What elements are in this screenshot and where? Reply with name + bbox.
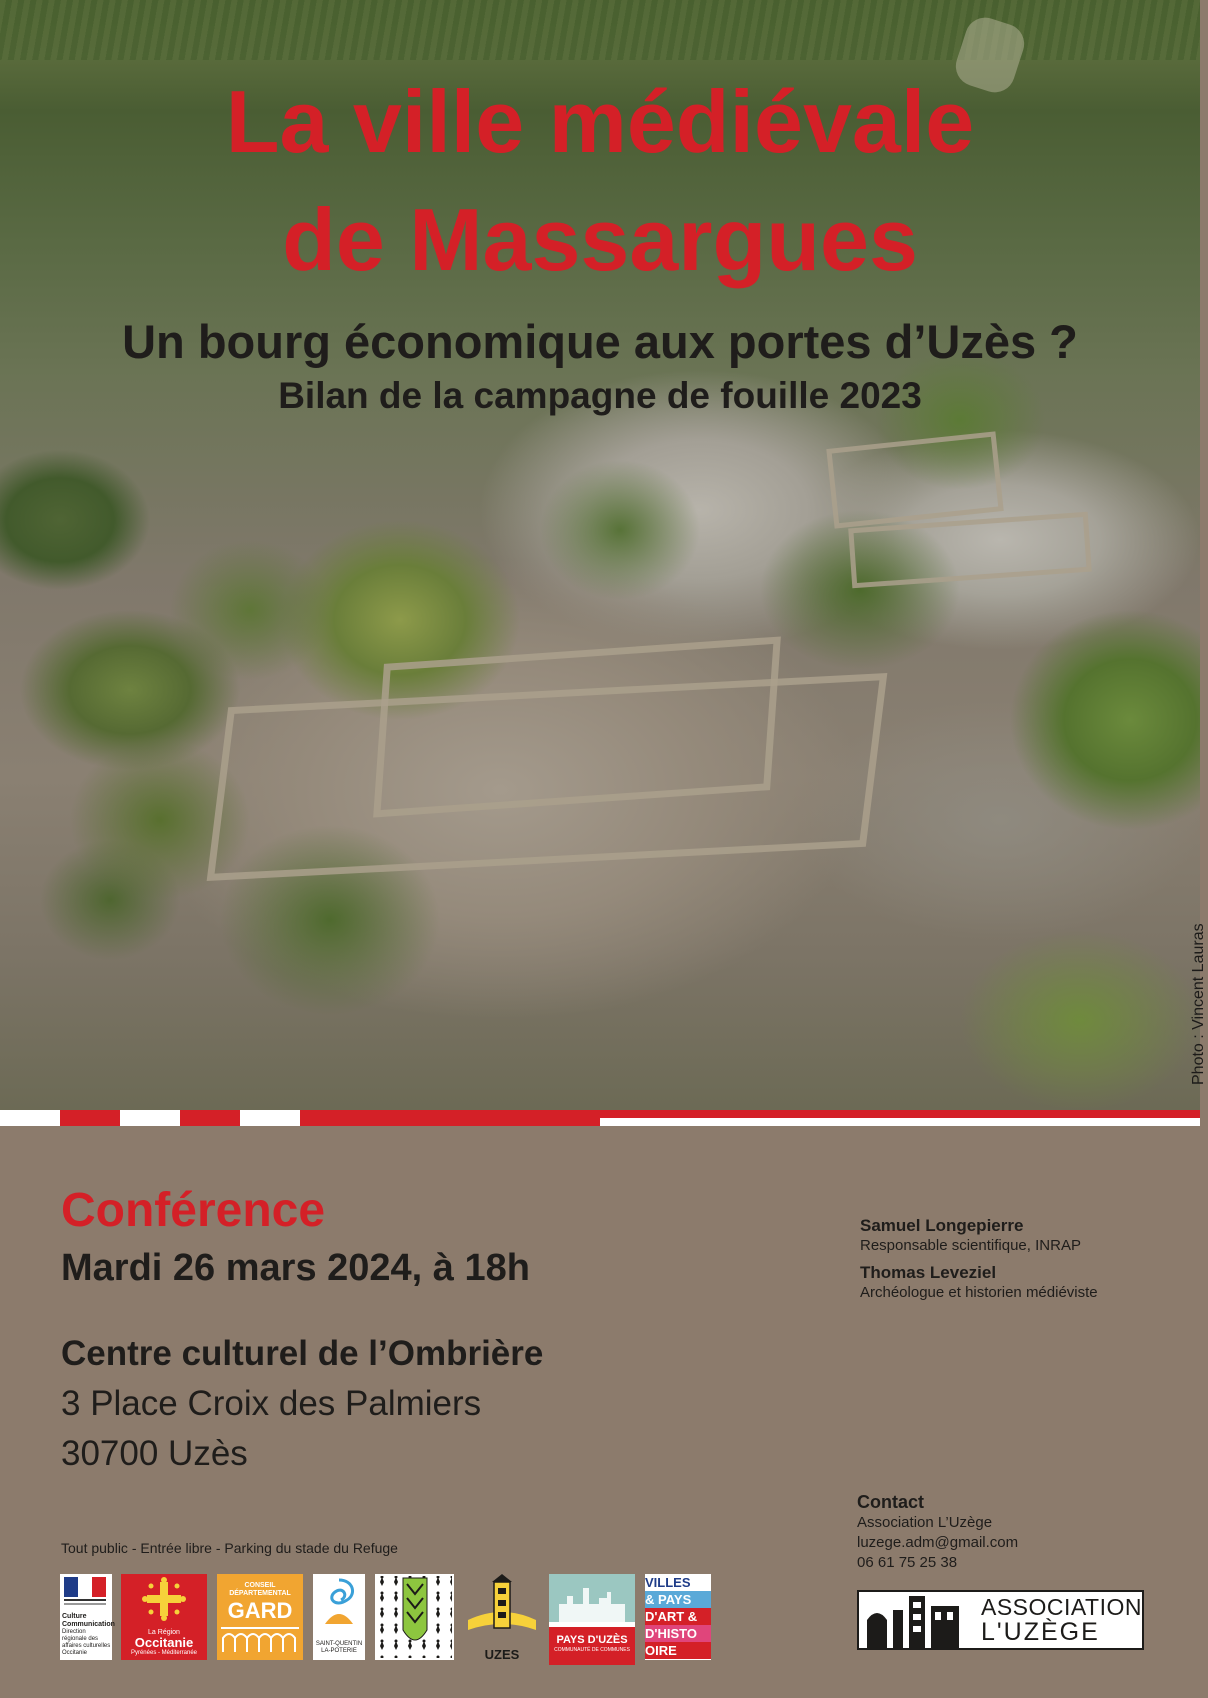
pays-uzes-logo <box>549 1574 635 1660</box>
association-uzege-logo <box>857 1590 1144 1650</box>
republique-francaise-logo <box>60 1574 115 1660</box>
occitanie-text: Occitanie <box>134 1635 194 1650</box>
villes-line: & PAYS <box>645 1591 711 1608</box>
ruin-wall <box>826 431 1003 528</box>
assoc-line-2: L'UZÈGE <box>981 1618 1100 1646</box>
uzes-logo <box>462 1574 542 1660</box>
gard-logo <box>217 1574 303 1660</box>
villes-line: D'ART & <box>645 1608 711 1625</box>
rf-text: Culture Communication <box>62 1613 115 1628</box>
title-line-1: La ville médiévale <box>225 72 975 171</box>
occitanie-sub: Pyrénées - Méditerranée <box>130 1650 198 1656</box>
spiral-icon <box>313 1574 365 1636</box>
ruin-wall <box>373 636 781 817</box>
address-line-1: 3 Place Croix des Palmiers <box>61 1384 482 1423</box>
event-venue: Centre culturel de l’Ombrière <box>61 1334 544 1373</box>
villes-pays-art-histoire-logo <box>645 1574 711 1660</box>
divider-stripe <box>0 1110 1200 1126</box>
gard-small: CONSEIL DÉPARTEMENTAL <box>229 1582 291 1597</box>
gard-text: GARD <box>227 1598 293 1623</box>
uzes-towers-icon <box>863 1592 973 1648</box>
occitan-cross-icon <box>121 1574 207 1624</box>
speaker-role: Archéologue et historien médiéviste <box>860 1284 1098 1301</box>
villes-line: VILLES <box>645 1575 691 1590</box>
occitanie-logo <box>121 1574 207 1660</box>
speaker-name: Thomas Leveziel <box>860 1263 997 1282</box>
sq-text: SAINT-QUENTIN LA-POTERIE <box>315 1641 363 1654</box>
assoc-line-1: ASSOCIATION <box>981 1594 1142 1620</box>
saint-quentin-logo <box>313 1574 365 1660</box>
access-note: Tout public - Entrée libre - Parking du stade du Refuge <box>61 1540 398 1556</box>
address-line-2: 30700 Uzès <box>61 1434 248 1473</box>
contact-email[interactable]: luzege.adm@gmail.com <box>857 1534 1019 1551</box>
event-type: Conférence <box>61 1184 326 1237</box>
pays-text: PAYS D'UZÈS <box>556 1634 628 1646</box>
fenestrelle-tower-icon <box>462 1574 542 1642</box>
villes-line: D'HISTO <box>645 1625 711 1642</box>
subtitle: Un bourg économique aux portes d’Uzès ? <box>122 315 1078 368</box>
villes-line: OIRE <box>645 1642 711 1659</box>
contact-phone[interactable]: 06 61 75 25 38 <box>857 1554 958 1571</box>
contact-org: Association L’Uzège <box>857 1514 993 1531</box>
contact-heading: Contact <box>857 1492 924 1512</box>
uzes-coat-of-arms <box>375 1574 454 1660</box>
title-line-2: de Massargues <box>282 190 918 289</box>
rf-sub: Direction régionale des affaires culturelles Occitanie <box>62 1629 111 1656</box>
pays-sub: COMMUNAUTÉ DE COMMUNES <box>554 1647 630 1653</box>
photo-credit: Photo : Vincent Lauras <box>1190 923 1207 1085</box>
occitanie-small: La Région <box>148 1629 180 1636</box>
event-date: Mardi 26 mars 2024, à 18h <box>61 1247 530 1289</box>
uzes-text: UZES <box>484 1647 520 1662</box>
speaker-role: Responsable scientifique, INRAP <box>860 1237 1081 1254</box>
skyline-icon <box>549 1574 635 1622</box>
speaker-name: Samuel Longepierre <box>860 1216 1024 1235</box>
subtitle-2: Bilan de la campagne de fouille 2023 <box>278 375 922 416</box>
pont-du-gard-icon <box>217 1624 303 1654</box>
